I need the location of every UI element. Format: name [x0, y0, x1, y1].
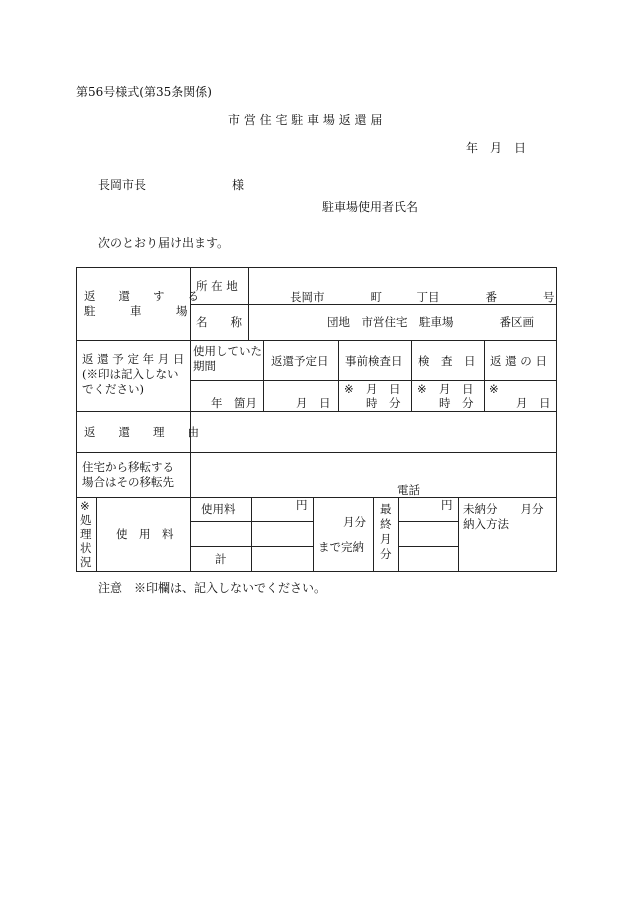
- usage-fee-section-label: 使 用 料: [116, 527, 174, 541]
- period-used-label-2: 期間: [193, 359, 216, 373]
- usage-fee-label: 使用料: [201, 502, 236, 516]
- inspection-label: 検 査 日: [418, 354, 476, 368]
- scheduled-date-label-2: (※印は記入しない: [82, 367, 179, 381]
- applicant-name-label: 駐車場使用者氏名: [322, 200, 419, 214]
- processing-label-4: 況: [80, 555, 92, 569]
- return-date-label: 返 還 の 日: [490, 354, 547, 368]
- addressee: 長岡市長: [98, 178, 147, 192]
- pre-inspection-label: 事前検査日: [345, 354, 403, 368]
- inspection-mark: ※: [417, 382, 427, 396]
- processing-label-1: 処: [80, 513, 92, 527]
- return-parking-label-1: 返 還 す る: [84, 289, 199, 303]
- return-date-mark: ※: [489, 382, 499, 396]
- final-month-label-4: 分: [380, 547, 392, 561]
- period-used-field[interactable]: 年 箇月: [211, 396, 257, 410]
- scheduled-return-field[interactable]: 月 日: [296, 396, 331, 410]
- inspection-date: 月 日: [439, 382, 474, 396]
- scheduled-date-label-1: 返 還 予 定 年 月 日: [82, 352, 185, 366]
- honorific: 様: [232, 178, 245, 192]
- location-label: 所 在 地: [196, 279, 238, 293]
- note-text: 注意 ※印欄は、記入しないでください。: [98, 581, 327, 595]
- form-number: 第56号様式(第35条関係): [76, 85, 212, 99]
- location-value-field[interactable]: 長岡市 町 丁目 番 号: [290, 290, 555, 304]
- moving-label-1: 住宅から移転する: [82, 460, 174, 474]
- pre-inspection-mark: ※: [344, 382, 354, 396]
- moving-destination-field[interactable]: [192, 454, 554, 495]
- scheduled-date-label-3: でください): [82, 382, 144, 396]
- final-month-label-1: 最: [380, 502, 392, 516]
- return-parking-label-2: 駐 車 場: [84, 304, 188, 318]
- date-line: 年 月 日: [466, 141, 527, 155]
- yen-label-2: 円: [441, 498, 453, 512]
- reason-field[interactable]: [192, 413, 554, 450]
- name-value-field[interactable]: 団地 市営住宅 駐車場 番区画: [327, 315, 534, 329]
- total-label: 計: [215, 552, 227, 566]
- final-month-label-3: 月: [380, 532, 392, 546]
- moving-label-2: 場合はその移転先: [82, 475, 174, 489]
- intro-text: 次のとおり届け出ます。: [98, 236, 230, 250]
- paid-until-label: まで完納: [318, 540, 364, 554]
- pre-inspection-date: 月 日: [366, 382, 401, 396]
- processing-label-2: 理: [80, 527, 92, 541]
- inspection-time: 時 分: [439, 396, 474, 410]
- reason-label: 返 還 理 由: [84, 425, 199, 439]
- payment-method-label: 納入方法: [463, 517, 509, 531]
- yen-label-1: 円: [296, 498, 308, 512]
- scheduled-return-label: 返還予定日: [271, 354, 329, 368]
- name-label: 名 称: [196, 315, 242, 329]
- form-title: 市 営 住 宅 駐 車 場 返 還 届: [228, 113, 383, 127]
- unpaid-label: 未納分 月分: [463, 502, 544, 516]
- return-date-value: 月 日: [516, 396, 551, 410]
- pre-inspection-time: 時 分: [366, 396, 401, 410]
- processing-mark: ※: [80, 499, 90, 513]
- processing-label-3: 状: [80, 541, 92, 555]
- phone-label: 電話: [397, 483, 420, 497]
- final-month-label-2: 終: [380, 517, 392, 531]
- period-used-label-1: 使用していた: [193, 344, 262, 358]
- month-label: 月分: [343, 515, 366, 529]
